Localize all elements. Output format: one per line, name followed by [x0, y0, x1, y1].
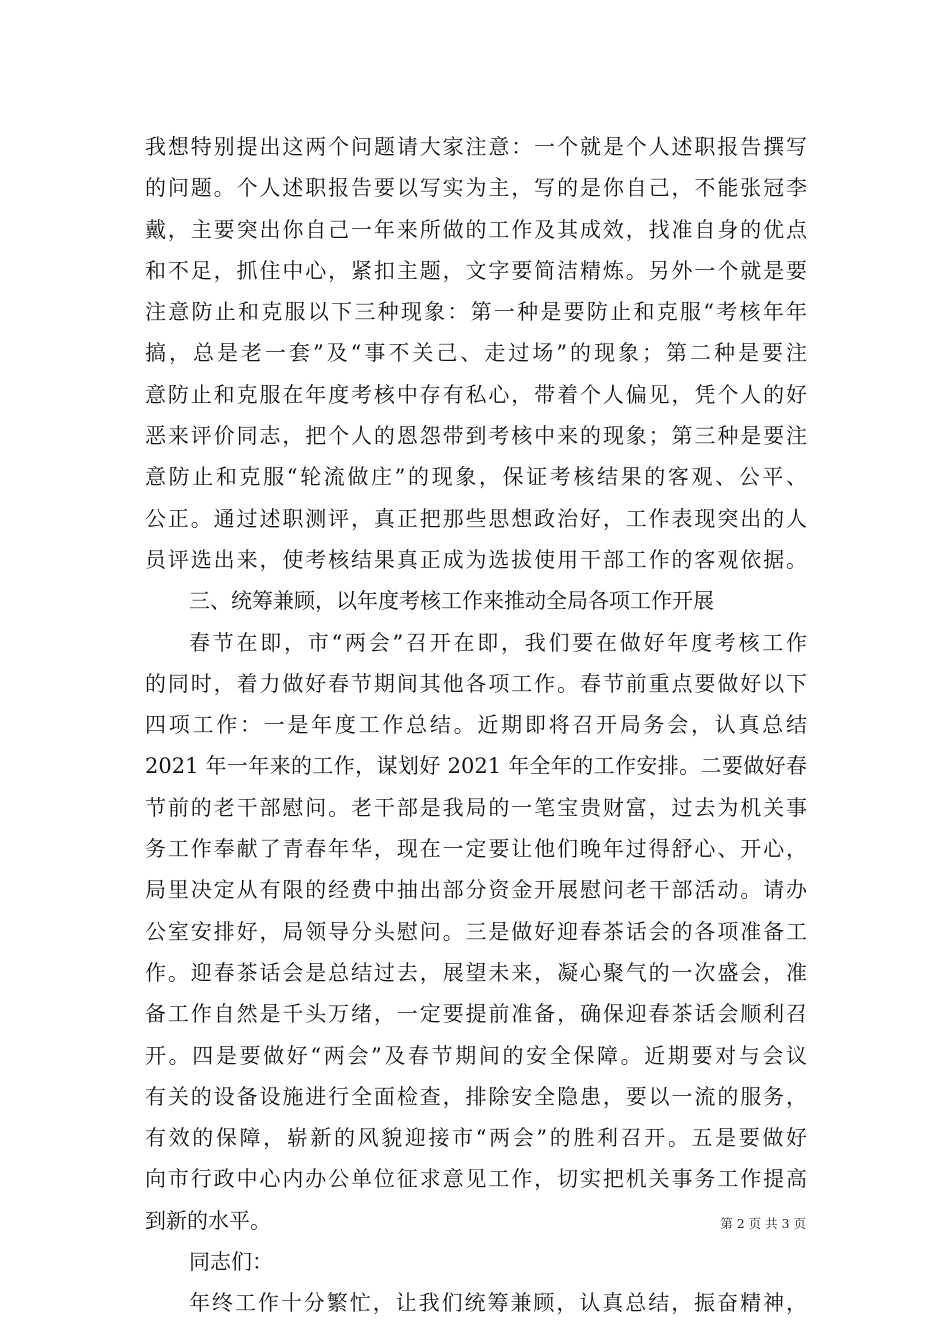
text-line: 和不足，抓住中心，紧扣主题，文字要简洁精炼。另外一个就是要 [145, 258, 807, 283]
text-line: 作。迎春茶话会是总结过去，展望未来，凝心聚气的一次盛会，准 [145, 960, 807, 985]
text-line: 的问题。个人述职报告要以写实为主，写的是你自己，不能张冠李 [145, 176, 807, 201]
text-line: 意防止和克服“轮流做庄”的现象，保证考核结果的客观、公平、 [145, 465, 807, 490]
text-line: 四项工作：一是年度工作总结。近期即将召开局务会，认真总结 [145, 713, 807, 738]
text-line: 我想特别提出这两个问题请大家注意：一个就是个人述职报告撰写 [145, 135, 807, 159]
text-line: 公正。通过述职测评，真正把那些思想政治好，工作表现突出的人 [145, 506, 807, 531]
text-line: 的同时，着力做好春节期间其他各项工作。春节前重点要做好以下 [145, 671, 807, 696]
text-line: 公室安排好，局领导分头慰问。三是做好迎春茶话会的各项准备工 [145, 919, 807, 944]
text-line: 2021 年一年来的工作，谋划好 2021 年全年的工作安排。二要做好春 [145, 754, 807, 779]
page-number-footer: 第 2 页 共 3 页 [720, 1216, 806, 1231]
text-line: 春节在即，市“两会”召开在即，我们要在做好年度考核工作 [189, 630, 807, 655]
text-line: 搞，总是老一套”及“事不关己、走过场”的现象；第二种是要注 [145, 341, 807, 366]
text-line: 备工作自然是千头万绪，一定要提前准备，确保迎春茶话会顺利召 [145, 1002, 807, 1027]
text-line: 年终工作十分繁忙，让我们统筹兼顾，认真总结，振奋精神， [189, 1291, 807, 1316]
text-line: 节前的老干部慰问。老干部是我局的一笔宝贵财富，过去为机关事 [145, 795, 807, 820]
text-line: 到新的水平。 [145, 1208, 271, 1233]
text-line: 意防止和克服在年度考核中存有私心，带着个人偏见，凭个人的好 [145, 382, 807, 407]
text-line: 开。四是要做好“两会”及春节期间的安全保障。近期要对与会议 [145, 1043, 807, 1068]
text-line: 同志们： [189, 1250, 273, 1275]
text-line: 务工作奉献了青春年华，现在一定要让他们晚年过得舒心、开心， [145, 837, 807, 862]
text-line: 员评选出来，使考核结果真正成为选拔使用干部工作的客观依据。 [145, 547, 807, 572]
text-line: 向市行政中心内办公单位征求意见工作，切实把机关事务工作提高 [145, 1167, 807, 1192]
text-line: 戴，主要突出你自己一年来所做的工作及其成效，找准自身的优点 [145, 217, 807, 242]
text-line: 有效的保障，崭新的风貌迎接市“两会”的胜利召开。五是要做好 [145, 1126, 807, 1151]
text-line: 有关的设备设施进行全面检查，排除安全隐患，要以一流的服务， [145, 1084, 807, 1109]
text-line: 三、统筹兼顾，以年度考核工作来推动全局各项工作开展 [189, 589, 714, 614]
text-line: 局里决定从有限的经费中抽出部分资金开展慰问老干部活动。请办 [145, 878, 807, 903]
text-line: 注意防止和克服以下三种现象：第一种是要防止和克服“考核年年 [145, 300, 807, 325]
text-line: 恶来评价同志，把个人的恩怨带到考核中来的现象；第三种是要注 [145, 424, 807, 449]
document-body [145, 127, 807, 1325]
